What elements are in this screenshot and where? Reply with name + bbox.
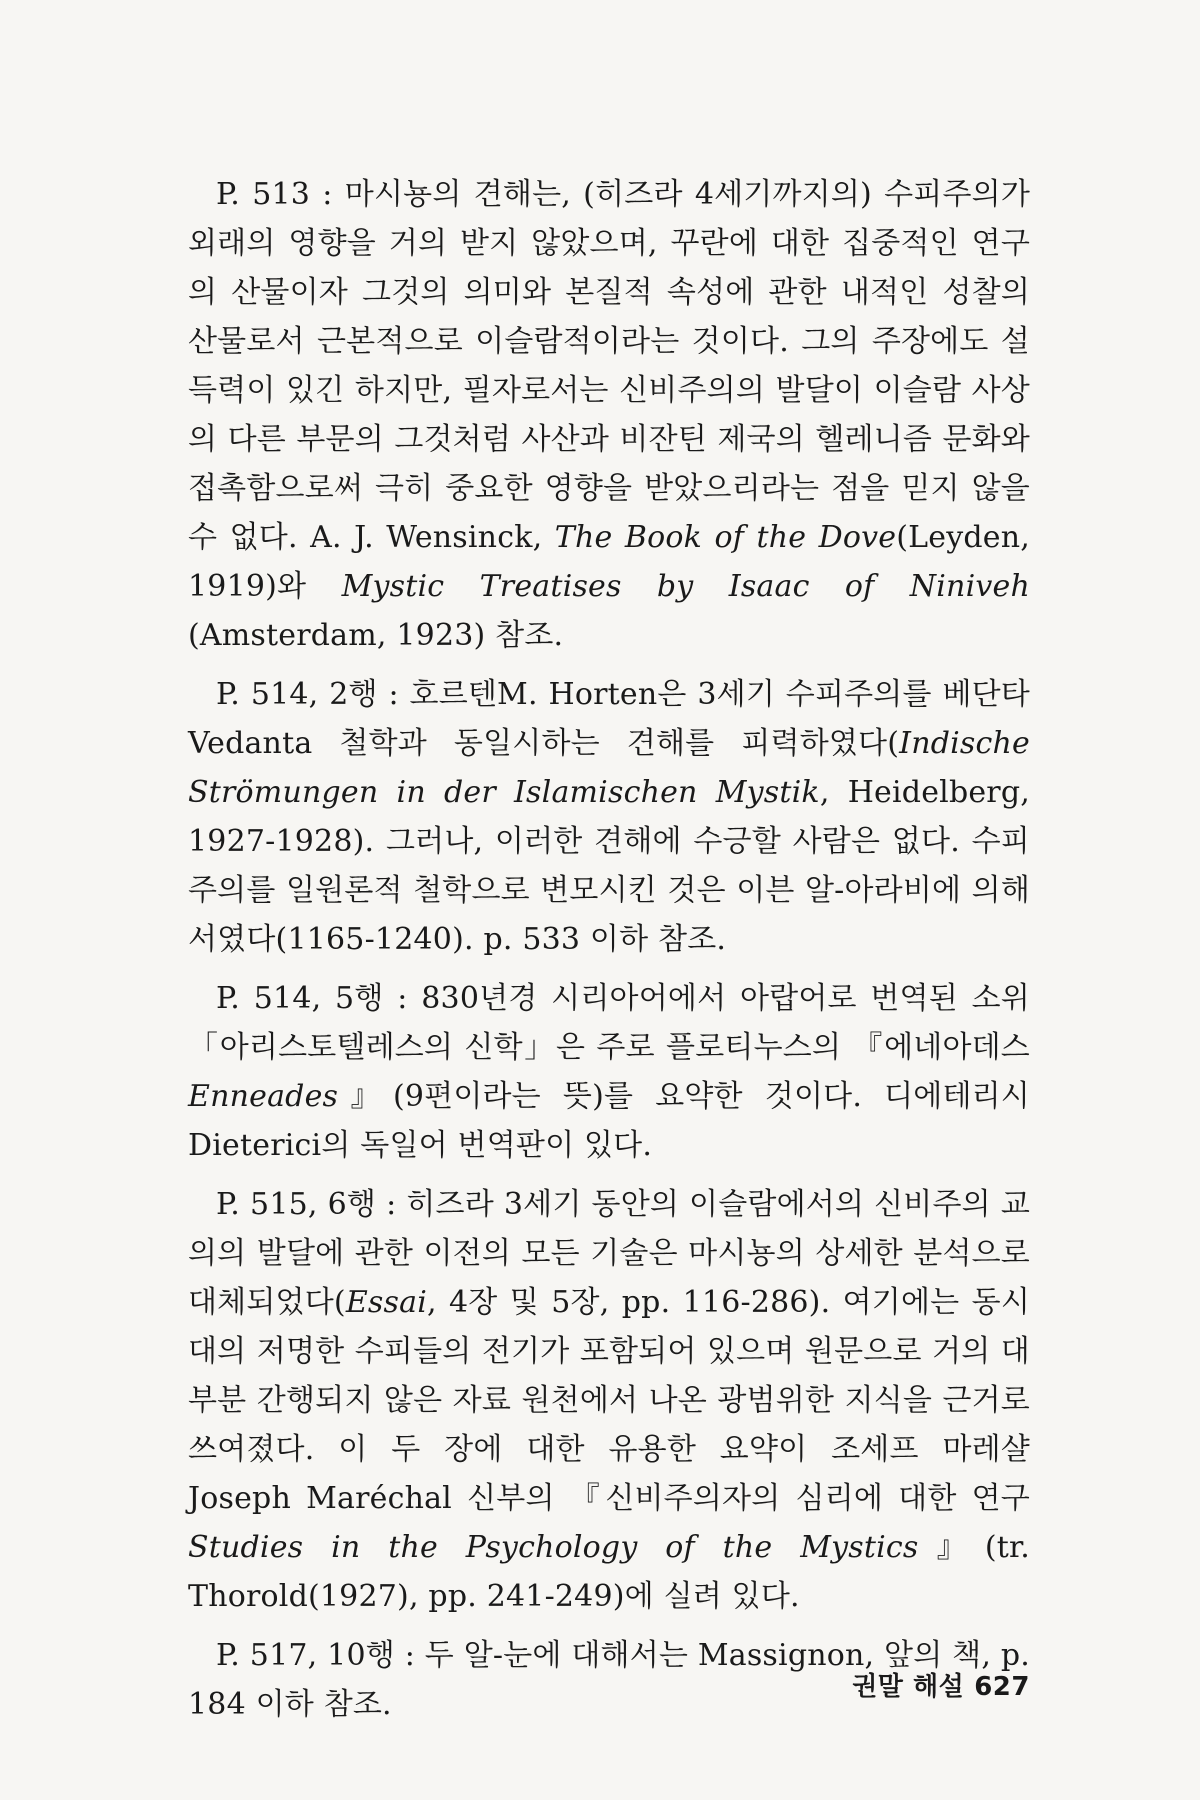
note-text: P. 514, 2행 : 호르텐M. Horten은 3세기 수피주의를 베단타 Vedanta 철학과 동일시하는 견해를 피력하였다( (188, 677, 1030, 761)
note-text: (Amsterdam, 1923) 참조. (188, 618, 564, 653)
note-title-italic: Indische Strömungen in der Islamischen Mystik (188, 726, 1030, 810)
note-text: P. 515, 6행 : 히즈라 3세기 동안의 이슬람에서의 신비주의 교의의 발달에 관한 이전의 모든 기술은 마시뇽의 상세한 분석으로 대체되었다( (188, 1187, 1030, 1320)
note-text: 』(tr. Thorold(1927), pp. 241-249)에 실려 있다. (188, 1530, 1031, 1614)
page-number: 627 (974, 1672, 1030, 1702)
note-text: 』(9편이라는 뜻)를 요약한 것이다. 디에테리시 Dieterici의 독일어 번역판이 있다. (188, 1079, 1030, 1163)
note-paragraph-p514-2 (188, 670, 1030, 964)
page-footer (852, 1666, 1030, 1703)
note-title-italic: Mystic Treatises by Isaac of Niniveh (341, 569, 1030, 604)
note-text: , Heidelberg, 1927-1928). 그러나, 이러한 견해에 수긍할 사람은 없다. 수피주의를 일원론적 철학으로 변모시킨 것은 이븐 알-아라비에 의해서였다(1165-1240). p. 533 이하 참조. (188, 775, 1030, 957)
note-title-italic: The Book of the Dove (554, 520, 897, 555)
note-text: , 4장 및 5장, pp. 116-286). 여기에는 동시대의 저명한 수피들의 전기가 포함되어 있으며 원문으로 거의 대부분 간행되지 않은 자료 원천에서 나온 광범위한 지식을 근거로 쓰여졌다. 이 두 장에 대한 유용한 요약이 조세프 마레샬 Joseph Maréchal 신부의 『신비주의자의 심리에 대한 연구 (188, 1285, 1030, 1516)
note-text: P. 513 : 마시뇽의 견해는, (히즈라 4세기까지의) 수피주의가 외래의 영향을 거의 받지 않았으며, 꾸란에 대한 집중적인 연구의 산물이자 그것의 의미와 본질적 속성에 관한 내적인 성찰의 산물로서 근본적으로 이슬람적이라는 것이다. 그의 주장에도 설득력이 있긴 하지만, 필자로서는 신비주의의 발달이 이슬람 사상의 다른 부문의 그것처럼 사산과 비잔틴 제국의 헬레니즘 문화와 접촉함으로써 극히 중요한 영향을 받았으리라는 점을 믿지 않을 수 없다. A. J. Wensinck, (188, 177, 1030, 555)
note-text: P. 514, 5행 : 830년경 시리아어에서 아랍어로 번역된 소위 「아리스토텔레스의 신학」은 주로 플로티누스의 『에네아데스 (188, 981, 1030, 1065)
note-title-italic: Enneades (188, 1079, 339, 1114)
note-paragraph-p515-6 (188, 1180, 1030, 1621)
note-text: P. 517, 10행 : 두 알-눈에 대해서는 Massignon, 앞의 책, p. 184 이하 참조. (188, 1638, 1030, 1722)
note-title-italic: Essai (345, 1285, 427, 1320)
note-title-italic: Studies in the Psychology of the Mystics (188, 1530, 919, 1565)
note-paragraph-p513 (188, 170, 1030, 660)
notes-container (188, 170, 1030, 1729)
footer-section-title: 권말 해설 (852, 1672, 965, 1702)
note-text: (Leyden, 1919)와 (188, 520, 1030, 604)
note-paragraph-p514-5 (188, 974, 1030, 1170)
notes-page (188, 170, 1030, 1739)
